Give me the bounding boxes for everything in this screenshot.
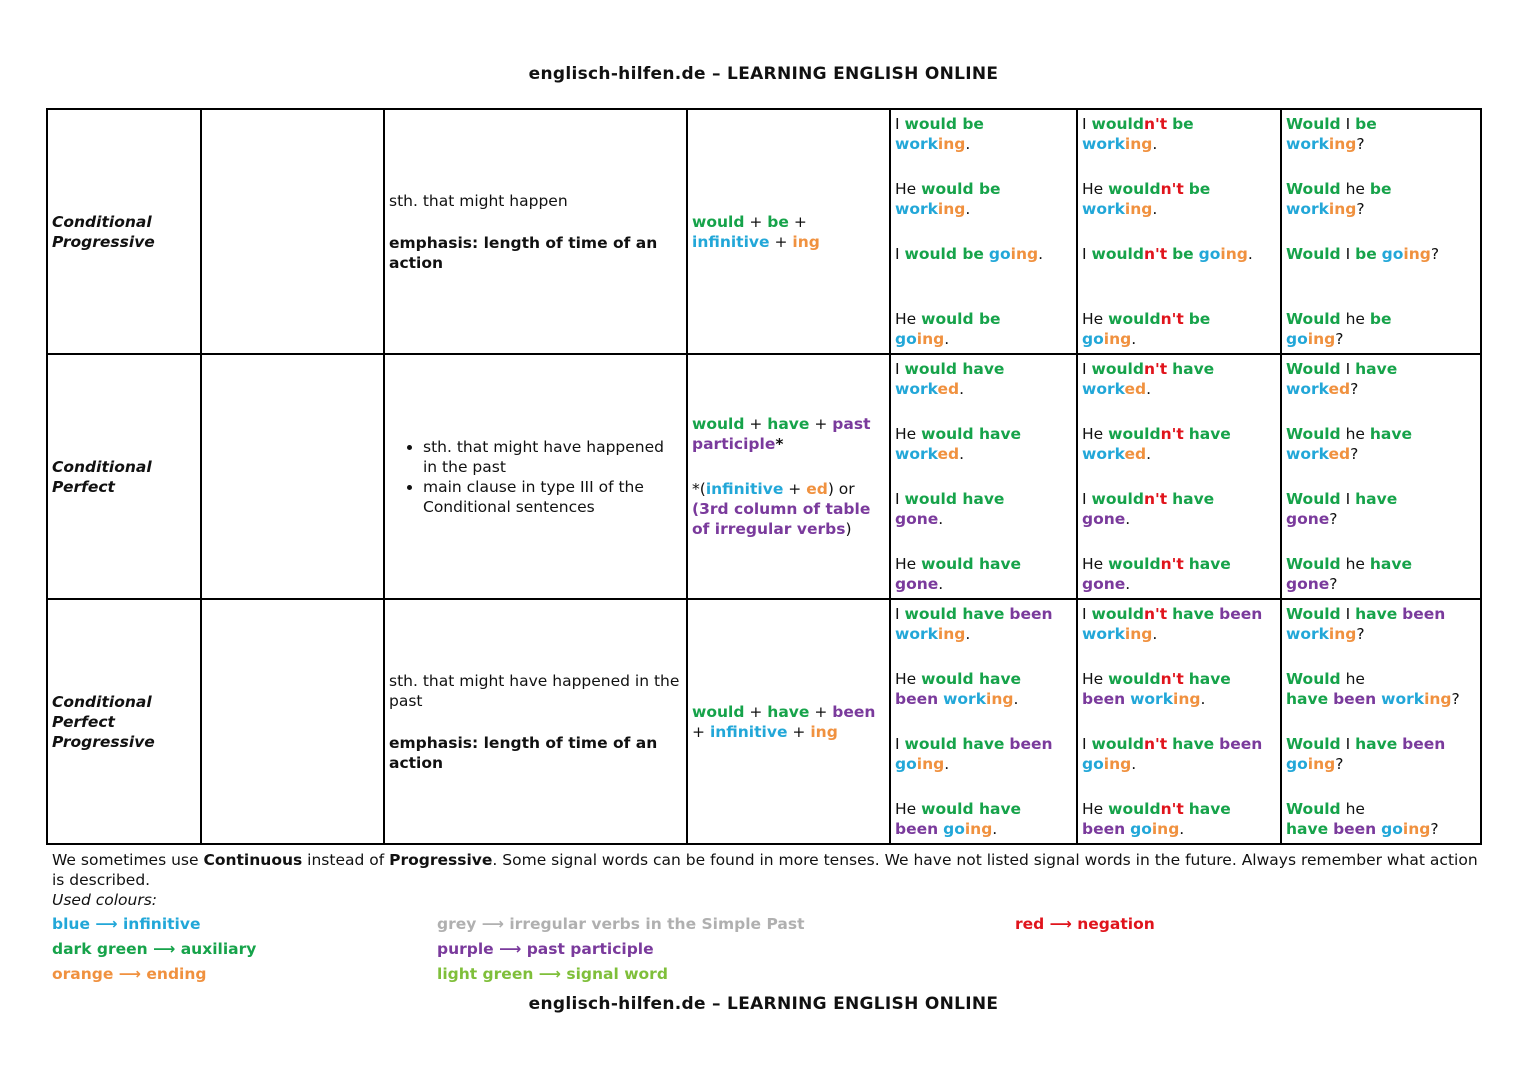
form-cell: would + be + infinitive + ing xyxy=(687,109,890,354)
use-text: sth. that might happen xyxy=(389,191,568,210)
table-row xyxy=(47,354,1481,599)
use-text: sth. that might have happened in the past xyxy=(389,671,680,710)
question-cell: Would I be working? Would he be working? Would I be going? Would he be going? xyxy=(1281,109,1481,354)
list-item: • sth. that might have happened in the past xyxy=(423,437,682,477)
legend-purple: purple ⟶ past participle xyxy=(437,940,654,958)
table-row xyxy=(47,109,1481,354)
signal-words-cell xyxy=(201,354,384,599)
question-cell: Would I have worked? Would he have worked? Would I have gone? Would he have gone? xyxy=(1281,354,1481,599)
negative-cell: I wouldn't have worked. He wouldn't have worked. I wouldn't have gone. He wouldn't have gone. xyxy=(1077,354,1281,599)
list-item: • main clause in type III of the Conditional sentences xyxy=(423,477,682,517)
footnote: We sometimes use Continuous instead of Progressive. Some signal words can be found in more tenses. We have not listed signal words in the future. Always remember what action is described. Used colours: xyxy=(52,851,1478,909)
page-footer: englisch-hilfen.de – LEARNING ENGLISH ONLINE xyxy=(528,994,999,1014)
use-cell xyxy=(384,109,687,354)
signal-words-cell xyxy=(201,109,384,354)
legend-orange: orange ⟶ ending xyxy=(52,965,207,983)
affirmative-cell: I would be working. He would be working. I would be going. He would be going. xyxy=(890,109,1077,354)
affirmative-cell: I would have been working. He would have been working. I would have been going. He would have been going. xyxy=(890,599,1077,844)
use-cell xyxy=(384,599,687,844)
legend-red: red ⟶ negation xyxy=(1015,915,1155,933)
signal-words-cell xyxy=(201,599,384,844)
use-emphasis: emphasis: length of time of an action xyxy=(389,233,658,272)
legend-grey: grey ⟶ irregular verbs in the Simple Past xyxy=(437,915,805,933)
question-cell: Would I have been working? Would he have been working? Would I have been going? Would he have been going? xyxy=(1281,599,1481,844)
tense-name: Conditional Progressive xyxy=(47,109,201,354)
affirmative-cell: I would have worked. He would have worked. I would have gone. He would have gone. xyxy=(890,354,1077,599)
use-emphasis: emphasis: length of time of an action xyxy=(389,733,658,772)
tense-table xyxy=(46,108,1482,845)
page-header: englisch-hilfen.de – LEARNING ENGLISH ONLINE xyxy=(528,64,999,84)
color-legend-col-3 xyxy=(1015,912,1155,937)
legend-dark-green: dark green ⟶ auxiliary xyxy=(52,940,257,958)
legend-blue: blue ⟶ infinitive xyxy=(52,915,201,933)
use-list xyxy=(389,437,682,517)
color-legend-col-1 xyxy=(52,912,256,987)
use-cell xyxy=(384,354,687,599)
used-colours-label: Used colours: xyxy=(52,891,158,909)
color-legend-col-2 xyxy=(437,912,804,987)
legend-light-green: light green ⟶ signal word xyxy=(437,965,668,983)
form-cell: would + have + past participle* *(infinitive + ed) or (3rd column of table of irregular verbs) xyxy=(687,354,890,599)
tense-name: Conditional Perfect xyxy=(47,354,201,599)
negative-cell: I wouldn't have been working. He wouldn't have been working. I wouldn't have been going. He wouldn't have been going. xyxy=(1077,599,1281,844)
negative-cell: I wouldn't be working. He wouldn't be working. I wouldn't be going. He wouldn't be going. xyxy=(1077,109,1281,354)
form-cell: would + have + been + infinitive + ing xyxy=(687,599,890,844)
table-row xyxy=(47,599,1481,844)
tense-name: Conditional Perfect Progressive xyxy=(47,599,201,844)
